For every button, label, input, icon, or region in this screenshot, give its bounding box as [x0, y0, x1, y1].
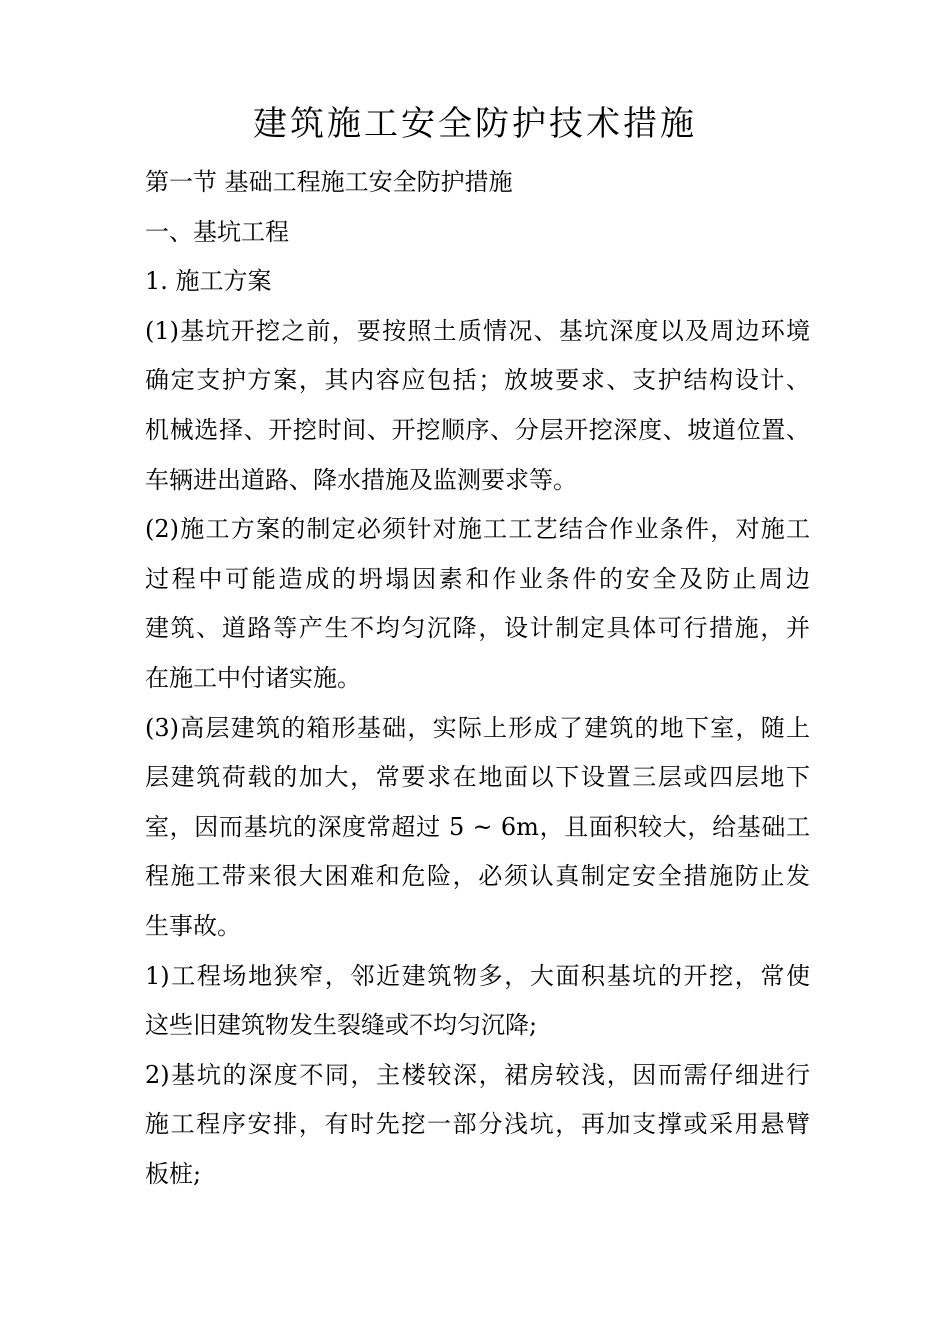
text-line: 这些旧建筑物发生裂缝或不均匀沉降;: [145, 1011, 538, 1040]
text-line: 1)工程场地狭窄，邻近建筑物多，大面积基坑的开挖，常使: [145, 961, 810, 990]
text-line: 第一节 基础工程施工安全防护措施: [145, 168, 513, 196]
text-line: (1)基坑开挖之前，要按照土质情况、基坑深度以及周边环境: [145, 316, 810, 345]
text-line: 确定支护方案，其内容应包括；放坡要求、支护结构设计、: [145, 366, 810, 395]
text-line: 过程中可能造成的坍塌因素和作业条件的安全及防止周边: [145, 564, 810, 593]
text-line: 1. 施工方案: [145, 267, 272, 296]
text-line: 机械选择、开挖时间、开挖顺序、分层开挖深度、坡道位置、: [145, 415, 810, 444]
document-body: [145, 158, 810, 1199]
text-line: 程施工带来很大困难和危险，必须认真制定安全措施防止发: [145, 862, 810, 891]
text-line: 室，因而基坑的深度常超过 5 ~ 6m，且面积较大，给基础工: [145, 812, 810, 841]
text-line: 层建筑荷载的加大，常要求在地面以下设置三层或四层地下: [145, 763, 810, 792]
text-line: 施工程序安排，有时先挖一部分浅坑，再加支撑或采用悬臂: [145, 1110, 810, 1139]
text-line: (3)高层建筑的箱形基础，实际上形成了建筑的地下室，随上: [145, 713, 810, 742]
document-title: 建筑施工安全防护技术措施: [253, 104, 697, 144]
text-line: 在施工中付诸实施。: [145, 663, 361, 692]
text-line: 生事故。: [145, 911, 241, 940]
text-line: 建筑、道路等产生不均匀沉降，设计制定具体可行措施，并: [145, 614, 810, 643]
text-line: (2)施工方案的制定必须针对施工工艺结合作业条件，对施工: [145, 515, 810, 544]
text-line: 板桩;: [145, 1159, 202, 1188]
text-line: 车辆进出道路、降水措施及监测要求等。: [145, 465, 577, 494]
text-line: 一、基坑工程: [145, 217, 289, 246]
text-line: 2)基坑的深度不同，主楼较深，裙房较浅，因而需仔细进行: [145, 1060, 810, 1089]
